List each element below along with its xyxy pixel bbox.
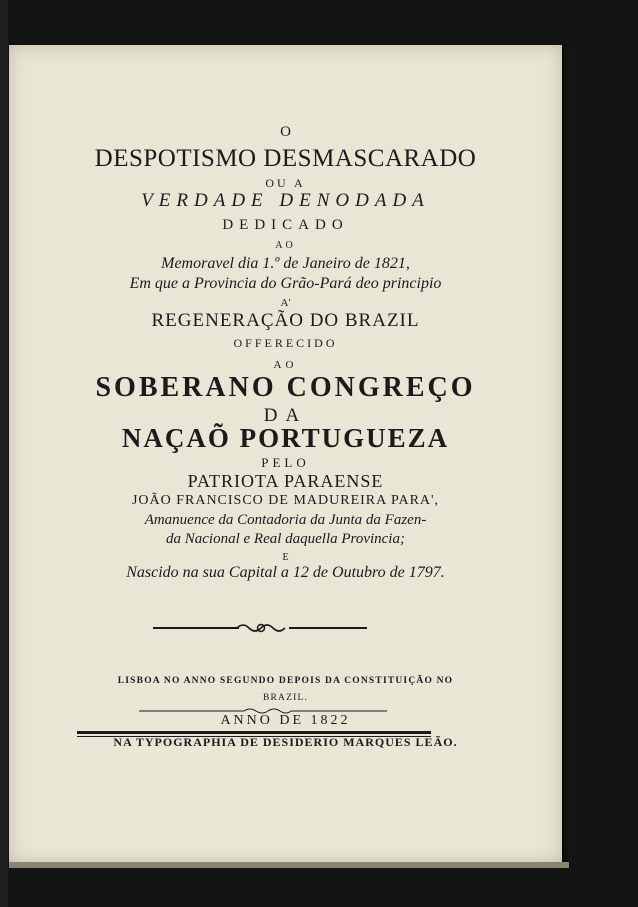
imprint-brazil: BRAZIL. [262, 693, 309, 703]
title-dedicado: DEDICADO [222, 217, 349, 233]
title-ao-1: AO [275, 240, 296, 251]
title-offerecido: OFFERECIDO [233, 336, 338, 350]
imprint-typographia: NA TYPOGRAPHIA DE DESIDERIO MARQUES LEÃO. [113, 735, 458, 749]
title-e: E [282, 552, 289, 563]
title-nacao: NAÇAÕ PORTUGUEZA [121, 423, 450, 453]
title-ou-a: OU A [265, 176, 306, 190]
title-em-que: Em que a Provincia do Grão-Pará deo principio [129, 275, 442, 292]
title-line-o: O [280, 124, 291, 140]
title-page [9, 45, 562, 863]
title-amanuence: Amanuence da Contadoria da Junta da Fazen- [144, 512, 427, 528]
flourish-ornament [9, 621, 562, 635]
imprint-anno: ANNO DE 1822 [220, 713, 351, 728]
title-pelo: PELO [261, 455, 310, 470]
title-nascido: Nascido na sua Capital a 12 de Outubro de 1797. [126, 564, 445, 581]
title-soberano: SOBERANO CONGREÇO [95, 372, 476, 403]
title-ao-2: AO [273, 359, 298, 371]
book-spine-shadow [0, 0, 8, 907]
title-main: DESPOTISMO DESMASCARADO [94, 145, 477, 172]
title-memoravel: Memoravel dia 1.º de Janeiro de 1821, [161, 255, 410, 272]
title-regeneracao: REGENERAÇÃO DO BRAZIL [151, 310, 420, 331]
title-a-accent: A' [280, 297, 291, 309]
title-patriota: PATRIOTA PARAENSE [187, 471, 384, 491]
title-verdade: VERDADE DENODADA [141, 190, 430, 211]
title-da: DA [263, 405, 308, 426]
title-da-nacional: da Nacional e Real daquella Provincia; [166, 531, 405, 547]
imprint-lisboa: LISBOA NO ANNO SEGUNDO DEPOIS DA CONSTITUIÇÃO NO [117, 676, 454, 686]
page-bottom-edge [9, 862, 569, 868]
title-joao: JOÃO FRANCISCO DE MADUREIRA PARA', [131, 493, 440, 508]
